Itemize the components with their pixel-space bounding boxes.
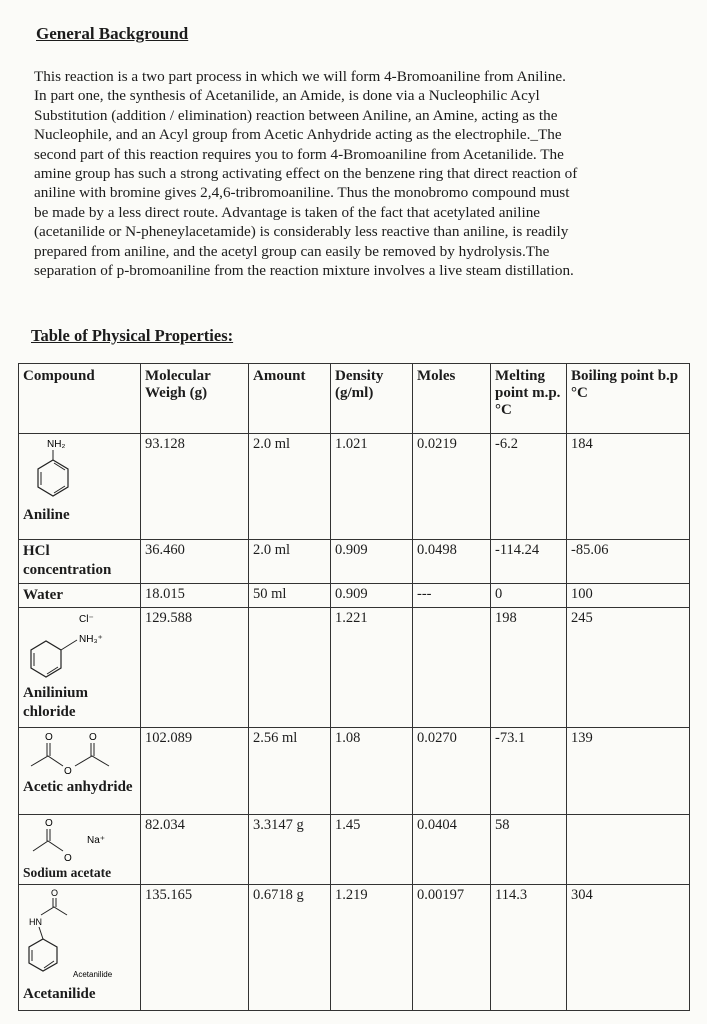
paragraph-line: In part one, the synthesis of Acetanilide, an Amide, is done via a Nucleophilic Acyl	[34, 87, 540, 105]
compound-name: Water	[23, 587, 63, 603]
amount-cell: 2.0 ml	[249, 434, 331, 540]
density-cell: 1.08	[331, 728, 413, 815]
compound-cell	[19, 885, 141, 1011]
table-row	[19, 540, 690, 584]
melting-point-cell: -6.2	[491, 434, 567, 540]
svg-text:O: O	[64, 766, 72, 777]
amount-cell: 2.56 ml	[249, 728, 331, 815]
compound-cell	[19, 815, 141, 885]
molecular-weight-cell: 36.460	[141, 540, 249, 584]
molecular-weight-cell: 102.089	[141, 728, 249, 815]
compound-name: HCl concentration	[23, 543, 112, 578]
boiling-point-cell: 139	[567, 728, 690, 815]
table-row	[19, 885, 690, 1011]
boiling-point-cell: 304	[567, 885, 690, 1011]
density-cell: 1.221	[331, 608, 413, 728]
melting-point-cell: 114.3	[491, 885, 567, 1011]
header-boiling-point: Boiling point b.p °C	[567, 364, 690, 434]
compound-cell	[19, 540, 141, 584]
svg-text:O: O	[64, 853, 72, 863]
paragraph-line: Nucleophile, and an Acyl group from Acetic Anhydride acting as the electrophile._The	[34, 126, 562, 144]
structure-label: NH₃⁺	[79, 634, 103, 645]
structure-label: NH₂	[47, 439, 66, 450]
molecular-weight-cell: 135.165	[141, 885, 249, 1011]
amount-cell: 50 ml	[249, 584, 331, 608]
molecular-weight-cell: 129.588	[141, 608, 249, 728]
compound-name: Acetanilide	[23, 986, 96, 1002]
density-cell: 1.219	[331, 885, 413, 1011]
moles-cell	[413, 608, 491, 728]
structure-label: Cl⁻	[79, 614, 94, 625]
melting-point-cell: 198	[491, 608, 567, 728]
moles-cell: 0.0498	[413, 540, 491, 584]
paragraph-line: amine group has such a strong activating effect on the benzene ring that direct reaction of	[34, 165, 578, 183]
anilinium-chloride-structure-icon	[23, 610, 123, 684]
table-header-row	[19, 364, 690, 434]
compound-name: Anilinium chloride	[23, 685, 89, 720]
melting-point-cell: -114.24	[491, 540, 567, 584]
molecular-weight-cell: 18.015	[141, 584, 249, 608]
moles-cell: 0.0270	[413, 728, 491, 815]
amount-cell: 3.3147 g	[249, 815, 331, 885]
moles-cell: ---	[413, 584, 491, 608]
structure-label: HN	[29, 917, 42, 927]
compound-name: Aniline	[23, 507, 70, 523]
compound-name: Sodium acetate	[23, 865, 112, 880]
paragraph-line: aniline with bromine gives 2,4,6-tribromoaniline. Thus the monobromo compound must	[34, 184, 570, 202]
paragraph-line: (acetanilide or N-pheneylacetamide) is considerably less reactive than aniline, is readily	[34, 223, 569, 241]
compound-cell	[19, 584, 141, 608]
paragraph-line: be made by a less direct route. Advantage is taken of the fact that acetylated aniline	[34, 203, 541, 221]
boiling-point-cell: 245	[567, 608, 690, 728]
compound-name: Acetic anhydride	[23, 779, 133, 795]
structure-label: Na⁺	[87, 835, 106, 846]
svg-text:O: O	[89, 732, 97, 743]
melting-point-cell: 0	[491, 584, 567, 608]
table-row	[19, 728, 690, 815]
table-row	[19, 815, 690, 885]
melting-point-cell: -73.1	[491, 728, 567, 815]
table-title: Table of Physical Properties:	[31, 326, 234, 345]
header-melting-point: Melting point m.p. °C	[491, 364, 567, 434]
compound-cell	[19, 434, 141, 540]
paragraph-line: Substitution (addition / elimination) reaction between Aniline, an Amine, acting as the	[34, 106, 558, 124]
melting-point-cell: 58	[491, 815, 567, 885]
physical-properties-table	[18, 363, 690, 1011]
svg-text:O: O	[51, 888, 59, 898]
density-cell: 0.909	[331, 540, 413, 584]
boiling-point-cell	[567, 815, 690, 885]
amount-cell: 2.0 ml	[249, 540, 331, 584]
header-density: Density (g/ml)	[331, 364, 413, 434]
header-molecular-weight: Molecular Weigh (g)	[141, 364, 249, 434]
paragraph-line: second part of this reaction requires you to form 4-Bromoaniline from Acetanilide. The	[34, 145, 564, 163]
acetanilide-structure-icon	[23, 887, 133, 985]
header-amount: Amount	[249, 364, 331, 434]
moles-cell: 0.00197	[413, 885, 491, 1011]
structure-label: Acetanilide	[73, 970, 113, 979]
header-moles: Moles	[413, 364, 491, 434]
density-cell: 0.909	[331, 584, 413, 608]
header-compound: Compound	[19, 364, 141, 434]
table-row	[19, 608, 690, 728]
table-row	[19, 584, 690, 608]
molecular-weight-cell: 93.128	[141, 434, 249, 540]
table-row	[19, 434, 690, 540]
section-heading: General Background	[36, 24, 189, 43]
aniline-structure-icon	[23, 436, 83, 506]
background-paragraph	[34, 67, 689, 280]
sodium-acetate-structure-icon	[23, 817, 123, 863]
moles-cell: 0.0404	[413, 815, 491, 885]
boiling-point-cell: 184	[567, 434, 690, 540]
moles-cell: 0.0219	[413, 434, 491, 540]
boiling-point-cell: -85.06	[567, 540, 690, 584]
density-cell: 1.021	[331, 434, 413, 540]
compound-cell	[19, 728, 141, 815]
svg-text:O: O	[45, 818, 53, 829]
paragraph-line: separation of p-bromoaniline from the reaction mixture involves a live steam distillation.	[34, 262, 574, 280]
paragraph-line: This reaction is a two part process in which we will form 4-Bromoaniline from Aniline.	[34, 68, 566, 85]
amount-cell	[249, 608, 331, 728]
amount-cell: 0.6718 g	[249, 885, 331, 1011]
acetic-anhydride-structure-icon	[23, 730, 123, 778]
boiling-point-cell: 100	[567, 584, 690, 608]
svg-text:O: O	[45, 732, 53, 743]
paragraph-line: prepared from aniline, and the acetyl group can easily be removed by hydrolysis.The	[34, 242, 550, 260]
molecular-weight-cell: 82.034	[141, 815, 249, 885]
compound-cell	[19, 608, 141, 728]
density-cell: 1.45	[331, 815, 413, 885]
